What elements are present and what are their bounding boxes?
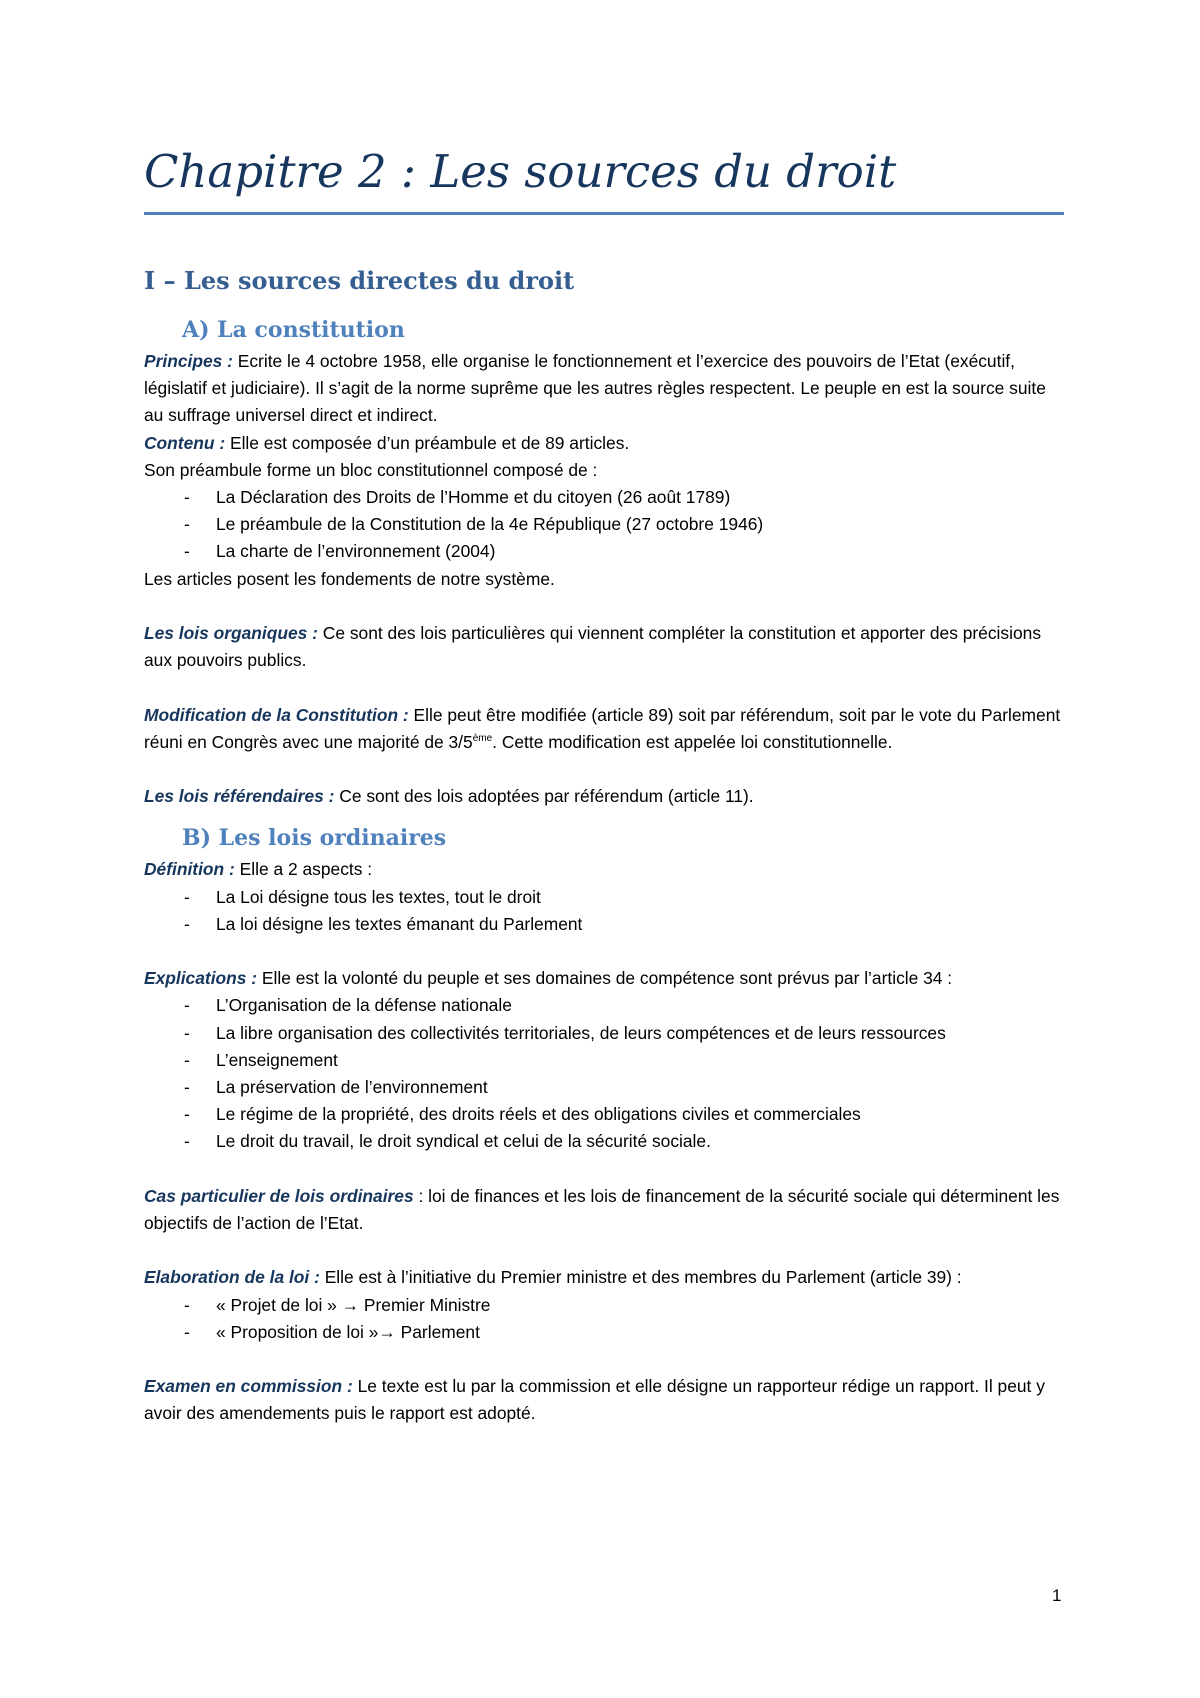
list-dash: -	[184, 1294, 190, 1315]
contenu-label: Contenu :	[144, 432, 226, 453]
definition-paragraph	[144, 856, 1064, 883]
examen-label: Examen en commission :	[144, 1376, 353, 1397]
principes-text: Ecrite le 4 octobre 1958, elle organise le fonctionnement et l’exercice des pouvoirs de l’Etat (exécutif, législatif et judiciaire). Il s’agit de la norme suprême que les autres règles respectent. Le peuple en est la source suite au suffrage universel direct et indirect.	[144, 351, 1046, 426]
explications-text: Elle est la volonté du peuple et ses domaines de compétence sont prévus par l’article 34 :	[257, 968, 953, 989]
contenu-paragraph	[144, 430, 1064, 457]
explications-label: Explications :	[144, 968, 258, 989]
cas-particulier-paragraph	[144, 1183, 1064, 1237]
list-dash: -	[184, 1131, 190, 1152]
principes-paragraph	[144, 348, 1064, 430]
lois-organiques-paragraph	[144, 620, 1064, 674]
list-dash: -	[184, 487, 190, 508]
superscript-eme: ème	[472, 732, 493, 744]
preambule-list	[144, 484, 1064, 566]
list-dash: -	[184, 541, 190, 562]
articles-paragraph: Les articles posent les fondements de notre système.	[144, 568, 555, 589]
page-number: 1	[1052, 1586, 1062, 1605]
modification-text: Elle peut être modifiée (article 89) soit par référendum, soit par le vote du Parlement réuni en Congrès avec une majorité de 3/5	[144, 704, 1061, 752]
examen-text: Le texte est lu par la commission et elle désigne un rapporteur rédige un rapport. Il peut y avoir des amendements puis le rapport est adopté.	[144, 1376, 1045, 1424]
list-item: - La Loi désigne tous les textes, tout le droit	[144, 884, 1064, 911]
list-item: - « Proposition de loi »→ Parlement	[144, 1319, 1064, 1346]
list-item: - Le droit du travail, le droit syndical et celui de la sécurité sociale.	[144, 1128, 1064, 1155]
competences-list	[144, 992, 1064, 1155]
lois-referendaires-text: Ce sont des lois adoptées par référendum (article 11).	[334, 786, 754, 807]
lois-referendaires-label: Les lois référendaires :	[144, 786, 335, 807]
list-item: - La Déclaration des Droits de l’Homme et du citoyen (26 août 1789)	[144, 484, 1064, 511]
elaboration-paragraph	[144, 1264, 1064, 1291]
list-item: - La préservation de l’environnement	[144, 1074, 1064, 1101]
list-dash: -	[184, 1077, 190, 1098]
list-dash: -	[184, 1049, 190, 1070]
elaboration-text: Elle est à l’initiative du Premier ministre et des membres du Parlement (article 39) :	[319, 1267, 962, 1288]
cas-particulier-text: : loi de finances et les lois de financement de la sécurité sociale qui déterminent les objectifs de l’action de l’Etat.	[144, 1185, 1060, 1234]
list-dash: -	[184, 995, 190, 1016]
examen-paragraph	[144, 1373, 1064, 1427]
list-item: - La loi désigne les textes émanant du Parlement	[144, 911, 1064, 938]
list-item: - La libre organisation des collectivités territoriales, de leurs compétences et de leurs ressources	[144, 1020, 1064, 1047]
modification-paragraph	[144, 702, 1064, 756]
explications-paragraph	[144, 965, 1064, 992]
subsection-heading-a: A) La constitution	[182, 317, 405, 343]
lois-organiques-label: Les lois organiques :	[144, 623, 318, 644]
document-body	[144, 262, 1064, 1428]
elaboration-label: Elaboration de la loi :	[144, 1267, 320, 1288]
list-dash: -	[184, 1321, 190, 1342]
modification-text-end: . Cette modification est appelée loi constitutionnelle.	[492, 731, 893, 752]
elaboration-list	[144, 1292, 1064, 1346]
section-heading: I – Les sources directes du droit	[144, 266, 575, 295]
list-item: - Le préambule de la Constitution de la 4e République (27 octobre 1946)	[144, 511, 1064, 538]
document-page	[144, 0, 1064, 1698]
cas-particulier-label: Cas particulier de lois ordinaires	[144, 1185, 414, 1206]
list-dash: -	[184, 1104, 190, 1125]
definition-list	[144, 884, 1064, 938]
list-item: - La charte de l’environnement (2004)	[144, 538, 1064, 565]
definition-text: Elle a 2 aspects :	[234, 859, 373, 880]
list-dash: -	[184, 1022, 190, 1043]
preambule-intro: Son préambule forme un bloc constitutionnel composé de :	[144, 459, 598, 480]
principes-label: Principes :	[144, 351, 233, 371]
subsection-heading-b: B) Les lois ordinaires	[182, 825, 447, 852]
lois-referendaires-paragraph	[144, 783, 1064, 810]
title-underline	[144, 212, 1064, 215]
list-item: - L’Organisation de la défense nationale	[144, 992, 1064, 1019]
list-dash: -	[184, 514, 190, 535]
list-dash: -	[184, 886, 190, 907]
lois-organiques-text: Ce sont des lois particulières qui viennent compléter la constitution et apporter des précisions aux pouvoirs publics.	[144, 623, 1042, 671]
modification-label: Modification de la Constitution :	[144, 704, 409, 725]
definition-label: Définition :	[144, 859, 235, 880]
list-dash: -	[184, 913, 190, 934]
list-item: - Le régime de la propriété, des droits réels et des obligations civiles et commerciales	[144, 1101, 1064, 1128]
list-item: - « Projet de loi » → Premier Ministre	[144, 1292, 1064, 1319]
list-item: - L’enseignement	[144, 1047, 1064, 1074]
chapter-title: Chapitre 2 : Les sources du droit	[144, 145, 897, 198]
contenu-text: Elle est composée d’un préambule et de 89 articles.	[225, 432, 630, 453]
